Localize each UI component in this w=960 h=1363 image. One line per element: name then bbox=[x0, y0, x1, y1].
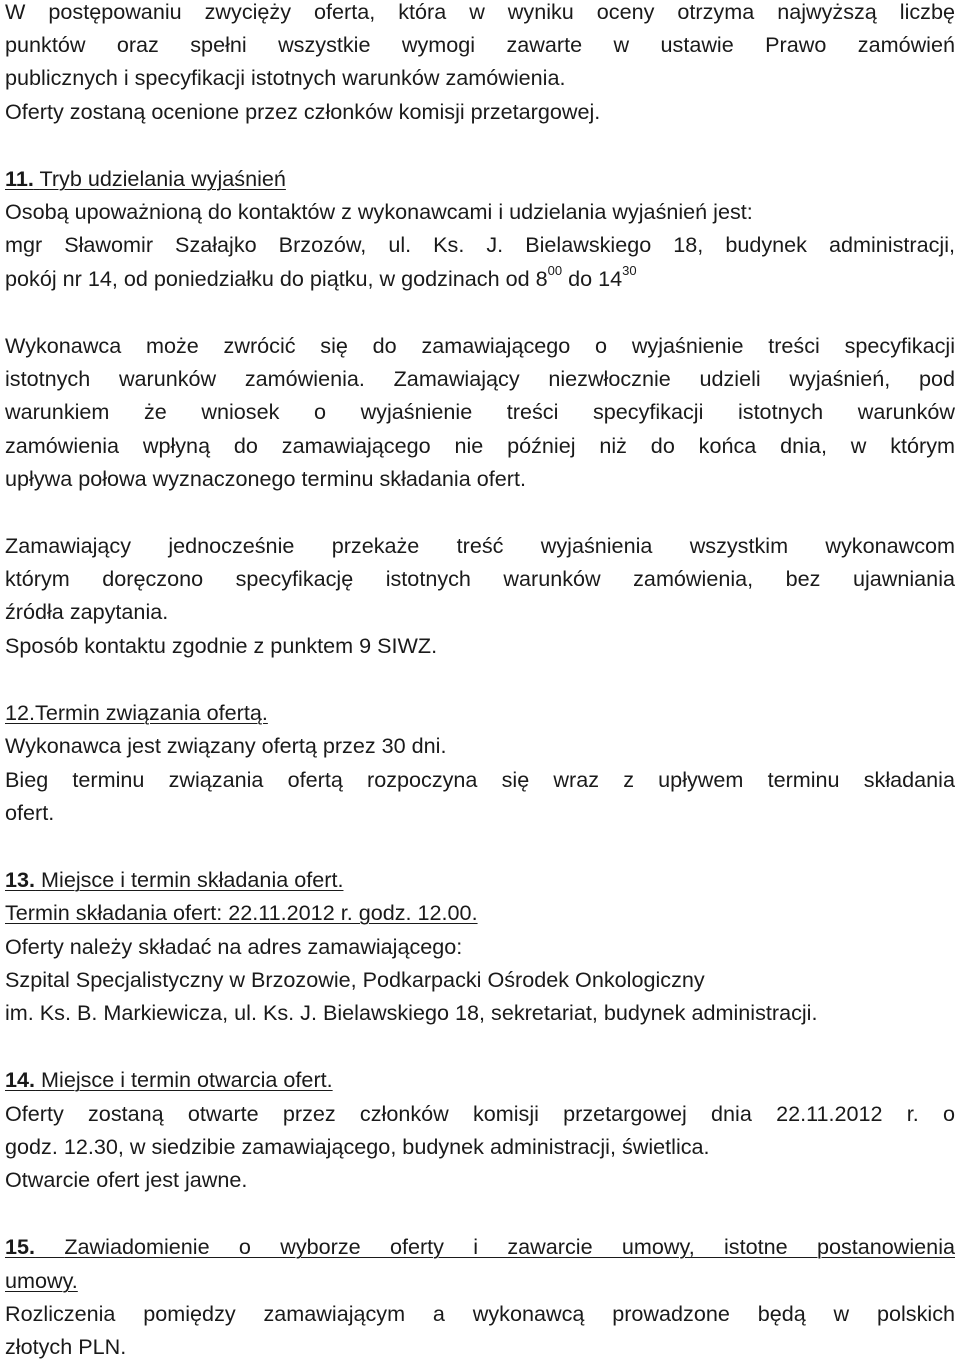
paragraph-line: Sposób kontaktu zgodnie z punktem 9 SIWZ. bbox=[5, 633, 438, 658]
section-number: 15. bbox=[5, 1234, 36, 1259]
paragraph-line: ofert. bbox=[5, 800, 55, 825]
section-number: 11. bbox=[5, 166, 34, 191]
section-15-heading bbox=[5, 1230, 955, 1263]
address-line: im. Ks. B. Markiewicza, ul. Ks. J. Bielawskiego 18, sekretariat, budynek administracji. bbox=[5, 1000, 818, 1025]
paragraph-line: Wykonawca może zwrócić się do zamawiającego o wyjaśnienie treści specyfikacji bbox=[5, 333, 955, 358]
section-number: 14. bbox=[5, 1067, 36, 1092]
paragraph-line: Bieg terminu związania ofertą rozpoczyna się wraz z upływem terminu składania bbox=[5, 767, 955, 792]
paragraph-line: godz. 12.30, w siedzibie zamawiającego, budynek administracji, świetlica. bbox=[5, 1134, 710, 1159]
section-11-heading bbox=[5, 162, 955, 195]
paragraph-line: źródła zapytania. bbox=[5, 599, 169, 624]
paragraph-line: złotych PLN. bbox=[5, 1334, 127, 1359]
paragraph-line: Rozliczenia pomiędzy zamawiającym a wykonawcą prowadzone będą w polskich bbox=[5, 1301, 955, 1326]
paragraph-line: Oferty należy składać na adres zamawiającego: bbox=[5, 934, 463, 959]
section-14-heading bbox=[5, 1063, 955, 1096]
paragraph-line: istotnych warunków zamówienia. Zamawiający niezwłocznie udzieli wyjaśnień, pod bbox=[5, 366, 955, 391]
paragraph-line: upływa połowa wyznaczonego terminu składania ofert. bbox=[5, 466, 526, 491]
paragraph-line: którym doręczono specyfikację istotnych warunków zamówienia, bez ujawniania bbox=[5, 566, 955, 591]
paragraph-line: mgr Sławomir Szałajko Brzozów, ul. Ks. J. Bielawskiego 18, budynek administracji, bbox=[5, 232, 955, 257]
paragraph-line: Osobą upoważnioną do kontaktów z wykonawcami i udzielania wyjaśnień jest: bbox=[5, 199, 753, 224]
section-title: Zawiadomienie o wyborze oferty i zawarcie umowy, istotne postanowienia bbox=[64, 1234, 955, 1259]
paragraph-line: publicznych i specyfikacji istotnych warunków zamówienia. bbox=[5, 65, 566, 90]
section-12-heading: 12.Termin związania ofertą. bbox=[5, 700, 268, 725]
hour-from-superscript: 00 bbox=[547, 262, 563, 278]
paragraph-line: Otwarcie ofert jest jawne. bbox=[5, 1167, 248, 1192]
paragraph-line: W postępowaniu zwycięży oferta, która w wyniku oceny otrzyma najwyższą liczbę bbox=[5, 0, 955, 24]
section-number: 13. bbox=[5, 867, 36, 892]
office-hours-line: pokój nr 14, od poniedziałku do piątku, w godzinach od $8^{00}$ do $14^{30}$ bbox=[5, 262, 637, 291]
paragraph-line: Zamawiający jednocześnie przekaże treść wyjaśnienia wszystkim wykonawcom bbox=[5, 533, 955, 558]
section-13-heading bbox=[5, 863, 955, 896]
paragraph-line: punktów oraz spełni wszystkie wymogi zawarte w ustawie Prawo zamówień bbox=[5, 32, 955, 57]
paragraph-line: warunkiem że wniosek o wyjaśnienie treści specyfikacji istotnych warunków bbox=[5, 399, 955, 424]
section-title: Tryb udzielania wyjaśnień bbox=[39, 166, 286, 191]
section-title: Miejsce i termin otwarcia ofert. bbox=[41, 1067, 333, 1092]
section-title: Miejsce i termin składania ofert. bbox=[41, 867, 344, 892]
paragraph-line: Oferty zostaną otwarte przez członków komisji przetargowej dnia 22.11.2012 r. o bbox=[5, 1101, 955, 1126]
submission-deadline: Termin składania ofert: 22.11.2012 r. godz. 12.00. bbox=[5, 900, 478, 925]
paragraph-line: zamówienia wpłyną do zamawiającego nie później niż do końca dnia, w którym bbox=[5, 433, 955, 458]
section-15-heading-cont: umowy. bbox=[5, 1268, 78, 1293]
paragraph-line: Oferty zostaną ocenione przez członków komisji przetargowej. bbox=[5, 99, 601, 124]
paragraph-line: Wykonawca jest związany ofertą przez 30 dni. bbox=[5, 733, 447, 758]
hour-to-superscript: 30 bbox=[622, 262, 637, 278]
address-line: Szpital Specjalistyczny w Brzozowie, Podkarpacki Ośrodek Onkologiczny bbox=[5, 967, 705, 992]
